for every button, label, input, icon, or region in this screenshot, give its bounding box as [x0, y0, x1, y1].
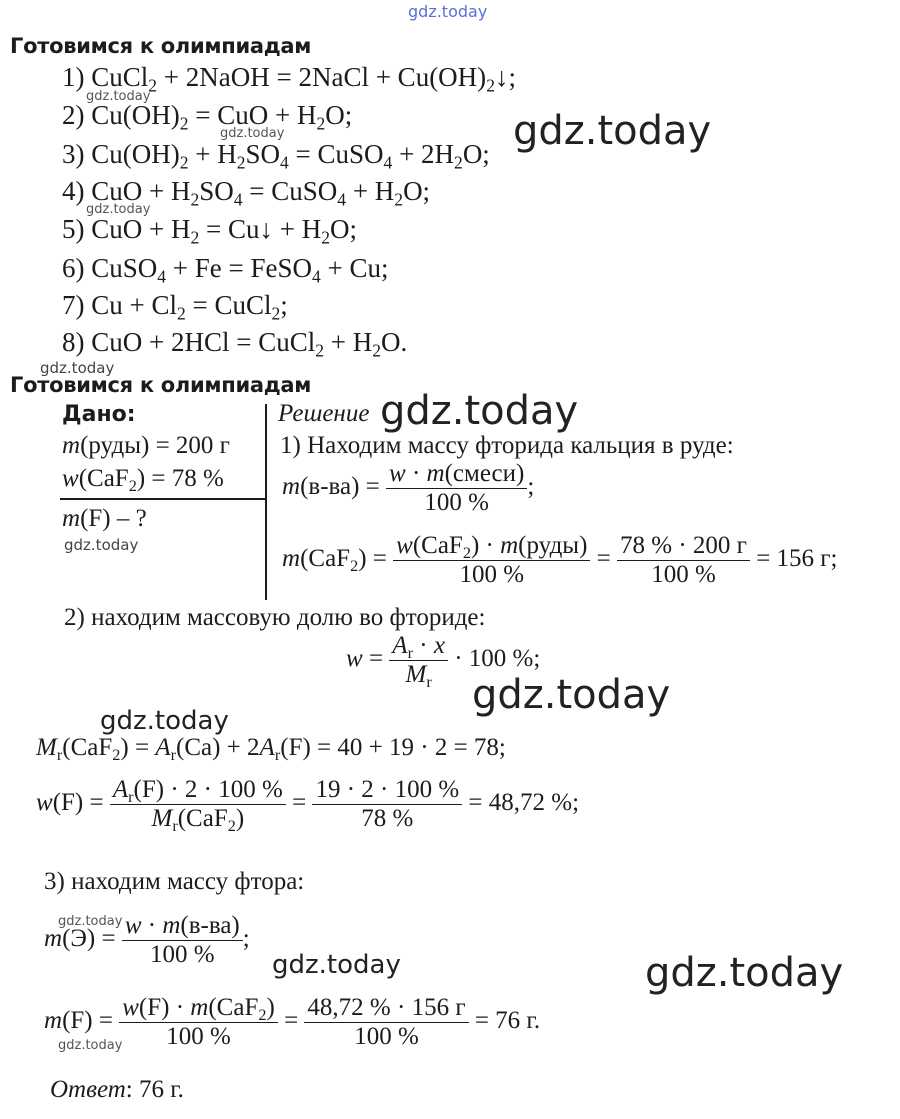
watermark-small: gdz.today [40, 359, 115, 377]
solution-label: Решение [278, 400, 370, 427]
watermark-large: gdz.today [472, 672, 671, 718]
given-ore-mass: m(руды) = 200 г [62, 432, 230, 459]
watermark-medium: gdz.today [100, 706, 229, 736]
section2-heading: Готовимся к олимпиадам [10, 373, 312, 397]
formula-mass-fraction: w = $\frac{A_r \cdot x}{M_r}$ · 100 %; [346, 632, 541, 691]
watermark-small: gdz.today [64, 536, 139, 554]
given-vertical-divider [265, 404, 267, 600]
watermark-medium: gdz.today [272, 950, 401, 980]
watermark-small: gdz.today [220, 126, 285, 141]
equation-7: 7) $Cu + Cl_2$ = CuCl$_2$; [62, 290, 288, 324]
given-title: Дано: [62, 402, 136, 427]
step-3-text: 3) находим массу фтора: [44, 868, 305, 895]
watermark-large: gdz.today [380, 388, 579, 434]
equation-4: 4) CuO + $H_2SO_4$ = CuSO$_4$ + $H_2O$; [62, 176, 431, 210]
formula-fluorine-mass: m(F) = $\frac{w(F) \cdot m(CaF_2)}{100 \%}$ = $\frac{48,72 \% \cdot 156 г}{100 \%}$ = 76 г. [44, 994, 541, 1050]
equation-1: 1) CuCl$_2$ + 2NaOH = 2NaCl + $Cu(OH)_2↓$; [62, 62, 516, 96]
answer: Ответ: 76 г. [50, 1076, 184, 1103]
equation-5: 5) CuO + $H_2$ = Cu↓ + $H_2O$; [62, 214, 357, 248]
equation-2: 2) $Cu(OH)_2$ = CuO + $H_2O$; [62, 100, 353, 134]
watermark-large: gdz.today [645, 950, 844, 996]
molar-mass-line: $M_r(CaF_2) = A_r(Ca) + 2A_r(F) = 40 + 19 \cdot 2 = 78$; [36, 734, 506, 764]
equation-6: 6) CuSO$_4$ + Fe = FeSO$_4$ + Cu; [62, 253, 389, 287]
find-fluorine-mass: m(F) – ? [62, 505, 147, 532]
watermark-small: gdz.today [86, 89, 151, 104]
formula-substance-mass: m(в-ва) = $\frac{\text{w · m(смеси)}}{100 \%}$ ; [282, 460, 535, 516]
formula-element-mass: m(Э) = $\frac{w \cdot m(в-ва)}{100 \%}$ ; [44, 912, 250, 968]
formula-caf2-mass: m(CaF$_2$) = $\frac{w(CaF_2) \cdot m(руды)}{100 \%}$ = $\frac{78 \% \cdot 200 г}{100 \%}$ = 156 г; [282, 532, 838, 588]
given-caf2-fraction: w(CaF$_2$) = 78 % [62, 465, 224, 495]
step-1-text: 1) Находим массу фторида кальция в руде: [280, 432, 734, 459]
section1-heading: Готовимся к олимпиадам [10, 34, 312, 58]
equation-3: 3) $Cu(OH)_2 + H_2SO_4$ = CuSO$_4$ + $2H_2O$; [62, 139, 490, 173]
watermark-large: gdz.today [513, 108, 712, 154]
watermark-small: gdz.today [86, 202, 151, 217]
watermark-small: gdz.today [58, 914, 123, 929]
equation-8: 8) CuO + 2HCl = CuCl$_2$ + $H_2O$. [62, 327, 408, 361]
watermark-top: gdz.today [408, 2, 488, 21]
step-2-text: 2) находим массовую долю во фториде: [64, 604, 486, 631]
given-divider [60, 498, 265, 500]
formula-fluorine-fraction: w(F) = $\frac{A_r(F) \cdot 2 \cdot 100 \%}{M_r(CaF_2)}$ = $\frac{19 \cdot 2 \cdot 100 \%}{78 \%}$ = 48,72 %; [36, 776, 580, 835]
watermark-small: gdz.today [58, 1038, 123, 1053]
